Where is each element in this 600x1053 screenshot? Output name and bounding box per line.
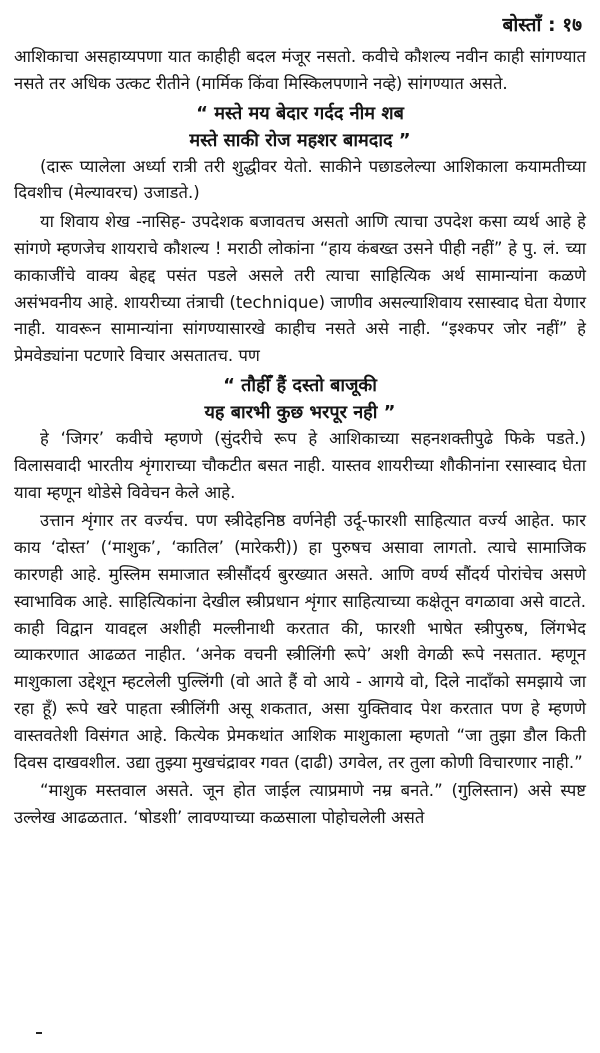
paragraph-2: (दारू प्यालेला अर्ध्या रात्री तरी शुद्धीवर येतो. साकीने पछाडलेल्या आशिकाला कयामतीच्या दिवशीच (मेल्यावरच) उजाडते.) xyxy=(14,156,586,203)
paragraph-6: “माशुक मस्तवाल असते. जून होत जाईल त्याप्रमाणे नम्र बनते.” (गुलिस्तान) असे स्पष्ट उल्लेख आढळतात. ‘षोडशी’ लावण्याच्या कळसाला पोहोचलेली असते xyxy=(14,781,586,828)
page-mark xyxy=(36,1032,42,1034)
paragraph-3: या शिवाय शेख -नासिह- उपदेशक बजावतच असतो आणि त्याचा उपदेश कसा व्यर्थ आहे हे सांगणे म्हणजेच शायराचे कौशल्य ! मराठी लोकांना “हाय कंबख्त उसने पीही नहीं” हे पु. लं. च्या काकाजींचे वाक्य बेहद्द पसंत पडले असले तरी त्याचा साहित्यिक अर्थ सामान्यांना कळणे असंभवनीय आहे. शायरीच्या तंत्राची (technique) जाणीव असल्याशिवाय रसास्वाद घेता येणार नाही. यावरून सामान्यांना सांगण्यासारखे काहीच नसते असे नाही. “इश्कपर जोर नहीं” हे प्रेमवेड्यांना पटणारे विचार असतातच. पण xyxy=(14,212,586,366)
verse-2-line-2: यह बारभी कुछ भरपूर नही ” xyxy=(204,401,396,423)
verse-2-line-1: “ तौहीँ हैं दस्तो बाजूकी xyxy=(223,374,377,396)
paragraph-1: आशिकाचा असहाय्यपणा यात काहीही बदल मंजूर नसतो. कवीचे कौशल्य नवीन काही सांगण्यात नसते तर अधिक उत्कट रीतीने (मार्मिक किंवा मिस्किलपणाने नव्हे) सांगण्यात असते. xyxy=(14,47,586,93)
verse-1-line-1: “ मस्ते मय बेदार गर्दद नीम शब xyxy=(196,102,404,124)
page-header: बोस्ताँ : १७ xyxy=(502,14,582,36)
verse-1-line-2: मस्ते साकी रोज महशर बामदाद ” xyxy=(189,129,411,151)
paragraph-4: हे ‘जिगर’ कवीचे म्हणणे (सुंदरीचे रूप हे आशिकाच्या सहनशक्तीपुढे फिके पडते.) विलासवादी भारतीय शृंगाराच्या चौकटीत बसत नाही. यास्तव शायरीच्या शौकीनांना रसास्वाद घेता यावा म्हणून थोडेसे विवेचन केले आहे. xyxy=(14,428,586,502)
paragraph-5: उत्तान शृंगार तर वर्ज्यच. पण स्त्रीदेहनिष्ठ वर्णनेही उर्दू-फारशी साहित्यात वर्ज्य आहेत. फार काय ‘दोस्त’ (‘माशुक’, ‘कातिल’ (मारेकरी)) हा पुरुषच असावा लागतो. त्याचे सामाजिक कारणही आहे. मुस्लिम समाजात स्त्रीसौंदर्य बुरख्यात असते. आणि वर्ण्य सौंदर्य पोरांचेच असणे स्वाभाविक आहे. साहित्यिकांना देखील स्त्रीप्रधान शृंगार साहित्याच्या कक्षेतून वगळावा असे वाटते. काही विद्वान यावद्दल अशीही मल्लीनाथी करतात की, फारशी भाषेत स्त्रीपुरुष, लिंगभेद व्याकरणात आढळत नाहीत. ‘अनेक वचनी स्त्रीलिंगी रूपे’ अशी वेगळी रूपे नसतात. म्हणून माशुकाला उद्देशून म्हटलेली पुल्लिंगी (वो आते हैं वो आये - आगये वो, दिले नादाँको समझाये जा रहा हूँ) रूपे खरे पाहता स्त्रीलिंगी असू शकतात, असा युक्तिवाद पेश करतात पण हे म्हणणे वास्तवतेशी विसंगत आहे. कित्येक प्रेमकथांत आशिक माशुकाला म्हणतो “जा तुझा डौल किती दिवस दाखवशील. उद्या तुझ्या मुखचंद्रावर गवत (दाढी) उगवेल, तर तुला कोणी विचारणार नाही.” xyxy=(14,511,586,772)
verse-1 xyxy=(14,100,586,154)
verse-2 xyxy=(14,372,586,426)
